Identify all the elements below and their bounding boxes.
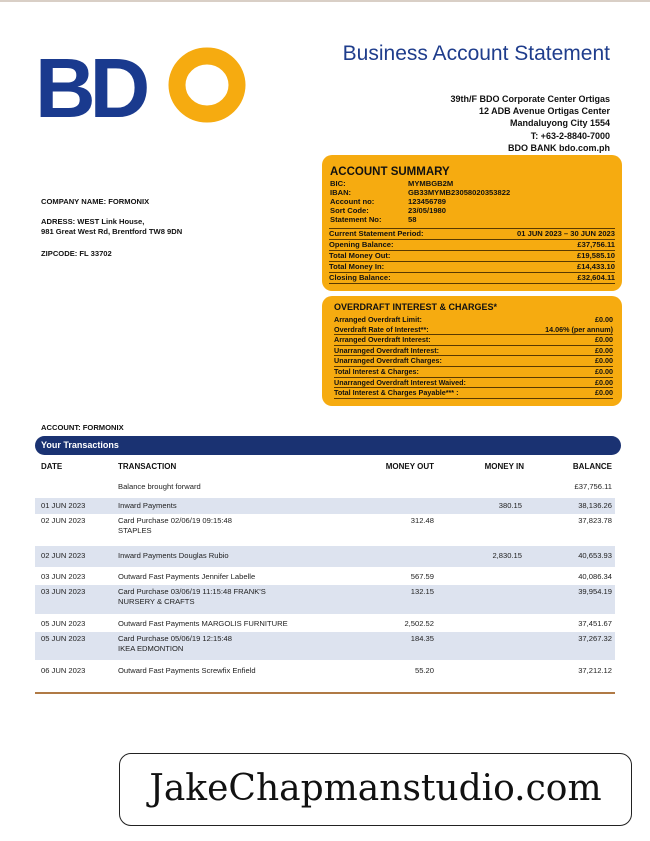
overdraft-box [322, 296, 622, 406]
col-balance: BALANCE [572, 462, 612, 471]
overdraft-row: Unarranged Overdraft Charges: £0.00 [334, 356, 613, 366]
company-name: COMPANY NAME: FORMONIX [41, 197, 150, 206]
table-row: Balance brought forward £37,756.11 [118, 482, 612, 491]
table-row: 03 JUN 2023 Card Purchase 03/06/19 11:15:48 FRANK'S NURSERY & CRAFTS 132.15 39,954.19 [35, 585, 615, 614]
bank-address-line: 39th/F BDO Corporate Center Ortigas [450, 94, 610, 104]
summary-detail: IBAN: GB33MYMB23058020353822 [330, 188, 511, 197]
col-transaction: TRANSACTION [118, 462, 177, 471]
address-line-1: ADRESS: WEST Link House, [41, 217, 145, 226]
table-row: 06 JUN 2023 Outward Fast Payments Screwfix Enfield 55.20 37,212.12 [41, 666, 612, 675]
transactions-header-bar [35, 436, 621, 455]
summary-detail: Account no: 123456789 [330, 197, 447, 206]
overdraft-title: OVERDRAFT INTEREST & CHARGES* [334, 302, 498, 312]
overdraft-row: Arranged Overdraft Interest: £0.00 [334, 335, 613, 345]
summary-rows [329, 228, 615, 284]
logo-mark [35, 47, 255, 127]
overdraft-row: Unarranged Overdraft Interest Waived: £0.00 [334, 377, 613, 387]
overdraft-row: Total Interest & Charges: £0.00 [334, 366, 613, 376]
summary-detail: Sort Code: 23/05/1980 [330, 206, 447, 215]
table-row: 03 JUN 2023 Outward Fast Payments Jennifer Labelle 567.59 40,086.34 [41, 572, 612, 581]
col-money-in: MONEY IN [484, 462, 524, 471]
top-divider [0, 0, 650, 2]
overdraft-row: Arranged Overdraft Limit: £0.00 [334, 315, 613, 324]
account-label: ACCOUNT: FORMONIX [41, 423, 124, 432]
bank-address-line: Mandaluyong City 1554 [509, 118, 610, 129]
summary-detail: Statement No: 58 [330, 215, 417, 224]
summary-row: Current Statement Period: 01 JUN 2023 – 30 JUN 2023 [329, 228, 615, 240]
bank-address [370, 93, 610, 154]
bdo-logo [35, 47, 235, 127]
overdraft-row: Total Interest & Charges Payable*** : £0.00 [334, 388, 613, 398]
summary-row: Closing Balance: £32,604.11 [329, 273, 615, 284]
account-summary-title: ACCOUNT SUMMARY [330, 166, 450, 178]
summary-row: Total Money Out: £19,585.10 [329, 251, 615, 262]
table-row: 02 JUN 2023 Card Purchase 02/06/19 09:15:48 STAPLES 312.48 37,823.78 [41, 516, 612, 535]
table-row: 02 JUN 2023 Inward Payments Douglas Rubio 2,830.15 40,653.93 [35, 546, 615, 567]
col-date: DATE [41, 462, 63, 471]
address-line-2: 981 Great West Rd, Brentford TW8 9DN [41, 227, 183, 236]
overdraft-rows [334, 315, 613, 399]
transactions-title: Your Transactions [41, 440, 119, 450]
zipcode: ZIPCODE: FL 33702 [41, 249, 112, 258]
svg-text:BD: BD [35, 47, 145, 127]
bank-address-line: 12 ADB Avenue Ortigas Center [478, 106, 610, 117]
account-name: FORMONIX [82, 423, 124, 432]
bank-address-line: T: +63-2-8840-7000 [530, 130, 610, 141]
overdraft-row: Unarranged Overdraft Interest: £0.00 [334, 345, 613, 355]
table-row: 01 JUN 2023 Inward Payments 380.15 38,136.26 [35, 498, 615, 514]
overdraft-row: Overdraft Rate of Interest**: 14.06% (per annum) [334, 324, 613, 334]
summary-detail: BIC: MYMBGB2M [330, 179, 454, 188]
watermark: JakeChapmanstudio.com [119, 753, 632, 826]
bank-address-line: BDO BANK bdo.com.ph [508, 142, 610, 153]
summary-row: Opening Balance: £37,756.11 [329, 240, 615, 251]
customer-info [41, 197, 182, 259]
table-row: 05 JUN 2023 Outward Fast Payments MARGOLIS FURNITURE 2,502.52 37,451.67 [41, 619, 612, 628]
table-bottom-divider [35, 692, 615, 694]
statement-title: Business Account Statement [342, 42, 610, 65]
account-summary-box [322, 155, 622, 291]
table-row: 05 JUN 2023 Card Purchase 05/06/19 12:15:48 IKEA EDMONTION 184.35 37,267.32 [35, 632, 615, 660]
col-money-out: MONEY OUT [385, 462, 434, 471]
summary-row: Total Money In: £14,433.10 [329, 262, 615, 273]
